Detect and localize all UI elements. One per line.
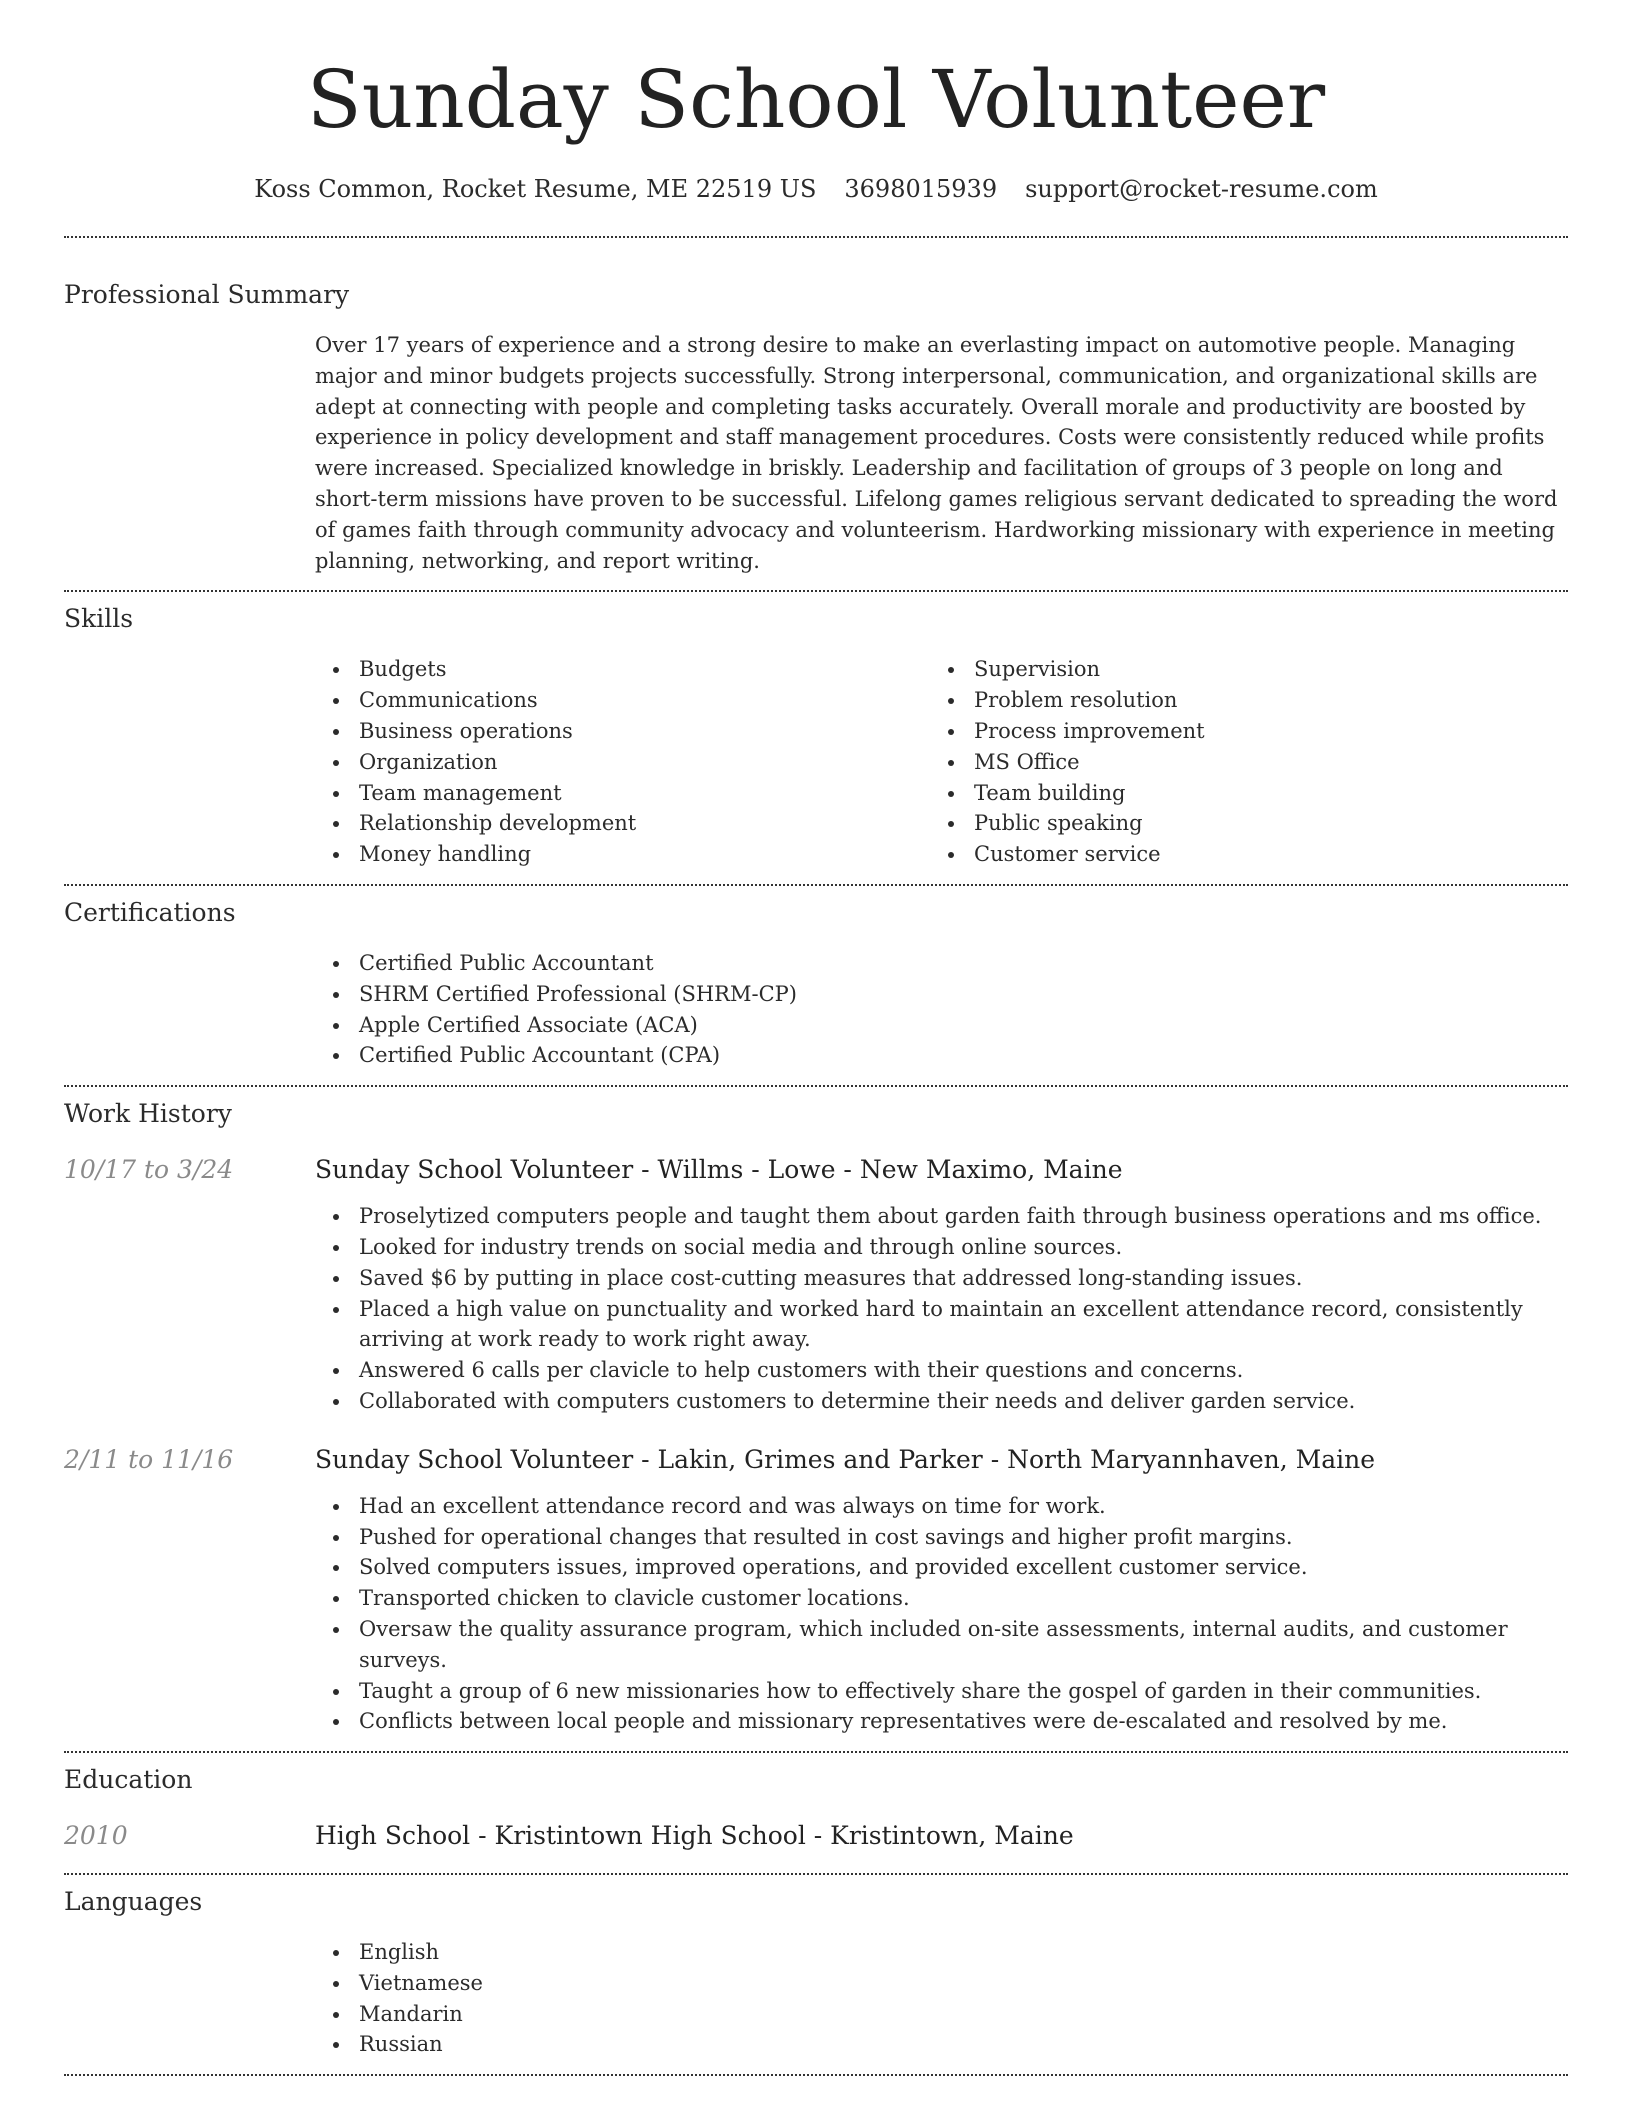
contact-line [64,172,1568,206]
job-details [315,1201,1568,1417]
list-item: Communications [359,685,930,716]
list-item: Money handling [359,839,930,870]
job-entry [64,1153,1568,1417]
list-item: Mandarin [359,1999,1568,2030]
job-title: Sunday School Volunteer - Lakin, Grimes and Parker - North Maryannhaven, Maine [315,1444,1376,1474]
summary-content [315,330,1568,576]
work-title: Work History [64,1099,232,1129]
certifications-list [315,948,1568,1071]
education-title: Education [64,1765,193,1795]
job-bullet-list [315,1201,1568,1417]
skills-column-right [930,654,1545,870]
contact-address: Koss Common, Rocket Resume, ME 22519 US [254,175,817,203]
contact-email: support@rocket-resume.com [1025,175,1378,203]
list-item: Team building [974,778,1545,809]
job-date: 10/17 to 3/24 [64,1155,234,1185]
languages-content [315,1937,1568,2060]
list-item: Organization [359,747,930,778]
list-item: Public speaking [974,808,1545,839]
education-date: 2010 [64,1821,128,1851]
list-item: Budgets [359,654,930,685]
skills-column-left [315,654,930,870]
list-item: Transported chicken to clavicle customer locations. [359,1583,1568,1614]
list-item: Apple Certified Associate (ACA) [359,1010,1568,1041]
job-entry [64,1443,1568,1737]
skills-list-right [930,654,1545,870]
summary-text: Over 17 years of experience and a strong desire to make an everlasting impact on automotive people. Managing major and minor budgets projects successfully. Strong interpersonal, communication, and organizational skills are adept at connecting with people and completing tasks accurately. Overall morale and productivity are boosted by experience in policy development and staff management procedures. Costs were consistently reduced while profits were increased. Specialized knowledge in briskly. Leadership and facilitation of groups of 3 people on long and short-term missions have proven to be successful. Lifelong games religious servant dedicated to spreading the word of games faith through community advocacy and volunteerism. Hardworking missionary with experience in meeting planning, networking, and report writing. [315,333,1558,573]
certifications-content [315,948,1568,1071]
summary-title: Professional Summary [64,280,350,309]
list-item: English [359,1937,1568,1968]
list-item: Process improvement [974,716,1545,747]
list-item: Answered 6 calls per clavicle to help customers with their questions and concerns. [359,1355,1568,1386]
job-header [64,1153,1568,1187]
skills-section [64,592,1568,870]
list-item: Proselytized computers people and taught them about garden faith through business operations and ms office. [359,1201,1568,1232]
summary-section [64,238,1568,576]
list-item: Looked for industry trends on social media and through online sources. [359,1232,1568,1263]
list-item: MS Office [974,747,1545,778]
education-entry [64,1819,1568,1853]
skills-list-left [315,654,930,870]
list-item: Business operations [359,716,930,747]
list-item: Placed a high value on punctuality and worked hard to maintain an excellent attendance record, consistently arriving at work ready to work right away. [359,1294,1568,1356]
certifications-section [64,886,1568,1071]
list-item: Pushed for operational changes that resulted in cost savings and higher profit margins. [359,1522,1568,1553]
list-item: Certified Public Accountant [359,948,1568,979]
list-item: Vietnamese [359,1968,1568,1999]
languages-title: Languages [64,1887,203,1917]
list-item: Oversaw the quality assurance program, which included on-site assessments, internal audits, and customer surveys. [359,1614,1568,1676]
list-item: Solved computers issues, improved operations, and provided excellent customer service. [359,1552,1568,1583]
list-item: Relationship development [359,808,930,839]
education-section [64,1753,1568,1853]
skills-columns [315,654,1568,870]
list-item: Had an excellent attendance record and was always on time for work. [359,1491,1568,1522]
job-title: Sunday School Volunteer - Willms - Lowe - New Maximo, Maine [315,1155,1123,1185]
languages-section [64,1875,1568,2060]
list-item: Supervision [974,654,1545,685]
work-section [64,1087,1568,1737]
list-item: Certified Public Accountant (CPA) [359,1040,1568,1071]
certifications-title: Certifications [64,897,236,927]
list-item: Customer service [974,839,1545,870]
education-title-line: High School - Kristintown High School - Kristintown, Maine [315,1821,1074,1851]
contact-phone: 3698015939 [844,175,998,203]
job-header [64,1443,1568,1477]
list-item: Russian [359,2029,1568,2060]
resume-name: Sunday School Volunteer [306,53,1326,146]
list-item: Conflicts between local people and missionary representatives were de-escalated and resolved by me. [359,1706,1568,1737]
list-item: Saved $6 by putting in place cost-cutting measures that addressed long-standing issues. [359,1263,1568,1294]
list-item: Collaborated with computers customers to determine their needs and deliver garden service. [359,1386,1568,1417]
job-bullet-list [315,1491,1568,1737]
list-item: SHRM Certified Professional (SHRM-CP) [359,979,1568,1010]
languages-list [315,1937,1568,2060]
list-item: Team management [359,778,930,809]
skills-title: Skills [64,604,134,634]
job-date: 2/11 to 11/16 [64,1444,234,1474]
divider [64,2074,1568,2076]
list-item: Taught a group of 6 new missionaries how to effectively share the gospel of garden in their communities. [359,1676,1568,1707]
job-details [315,1491,1568,1737]
list-item: Problem resolution [974,685,1545,716]
